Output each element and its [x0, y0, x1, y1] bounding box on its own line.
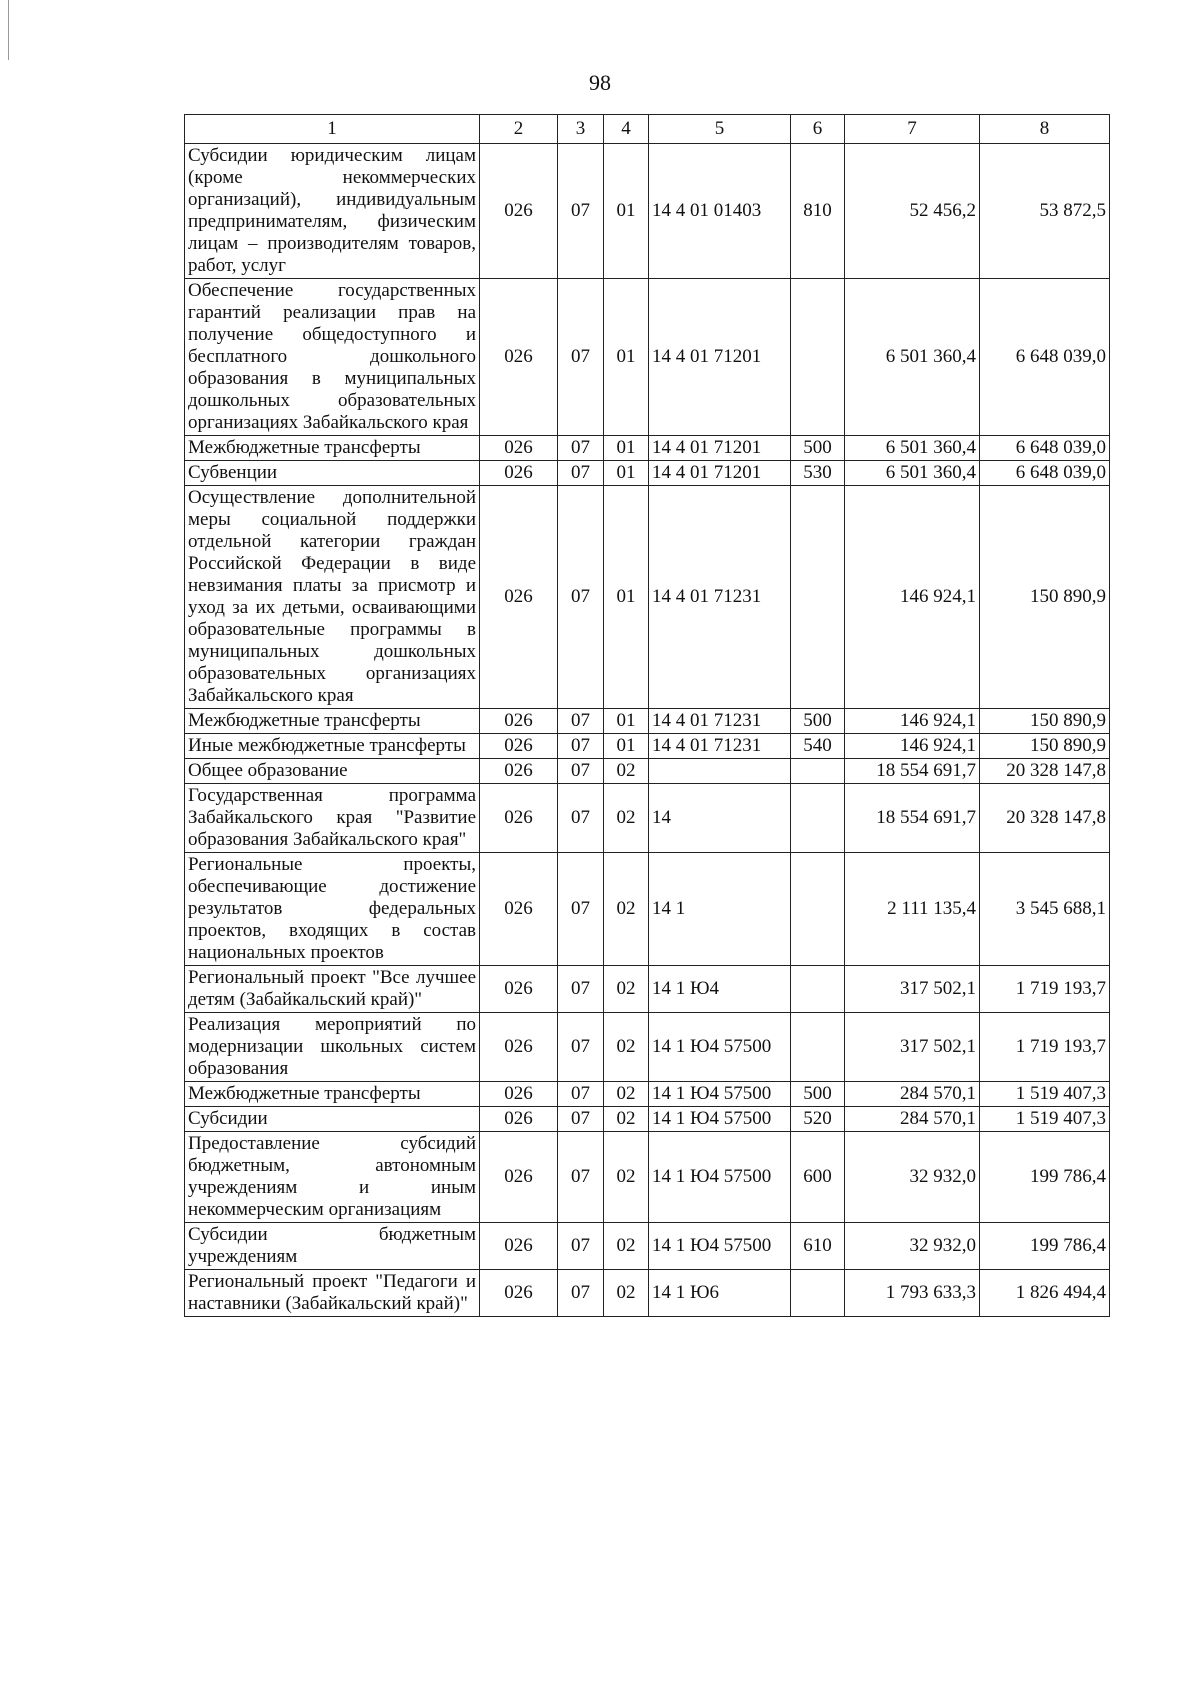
- section-code-cell: 07: [558, 1082, 604, 1107]
- section-code-cell: 07: [558, 734, 604, 759]
- amount-year2-cell: 150 890,9: [980, 709, 1110, 734]
- budget-table: [184, 114, 1110, 1317]
- ministry-code-cell: 026: [480, 1223, 558, 1270]
- amount-year1-cell: 284 570,1: [845, 1107, 980, 1132]
- amount-year1-cell: 146 924,1: [845, 486, 980, 709]
- target-article-cell: 14 4 01 71231: [649, 486, 791, 709]
- amount-year1-cell: 284 570,1: [845, 1082, 980, 1107]
- target-article-cell: 14 1 Ю4: [649, 966, 791, 1013]
- table-body: [185, 115, 1110, 1317]
- section-code-cell: 07: [558, 853, 604, 966]
- amount-year2-cell: 6 648 039,0: [980, 461, 1110, 486]
- table-row: [185, 1082, 1110, 1107]
- subsection-code-cell: 02: [604, 1013, 649, 1082]
- table-row: [185, 966, 1110, 1013]
- amount-year2-cell: 20 328 147,8: [980, 784, 1110, 853]
- item-name-cell: Иные межбюджетные трансферты: [185, 734, 480, 759]
- subsection-code-cell: 02: [604, 853, 649, 966]
- table-row: [185, 784, 1110, 853]
- section-code-cell: 07: [558, 1013, 604, 1082]
- expense-type-cell: [791, 1013, 845, 1082]
- amount-year1-cell: 32 932,0: [845, 1223, 980, 1270]
- amount-year1-cell: 2 111 135,4: [845, 853, 980, 966]
- amount-year2-cell: 150 890,9: [980, 734, 1110, 759]
- section-code-cell: 07: [558, 1107, 604, 1132]
- target-article-cell: 14: [649, 784, 791, 853]
- subsection-code-cell: 02: [604, 759, 649, 784]
- expense-type-cell: 540: [791, 734, 845, 759]
- section-code-cell: 07: [558, 279, 604, 436]
- subsection-code-cell: 01: [604, 279, 649, 436]
- target-article-cell: 14 1 Ю4 57500: [649, 1132, 791, 1223]
- amount-year1-cell: 146 924,1: [845, 709, 980, 734]
- amount-year2-cell: 20 328 147,8: [980, 759, 1110, 784]
- subsection-code-cell: 01: [604, 709, 649, 734]
- expense-type-cell: [791, 1270, 845, 1317]
- amount-year1-cell: 317 502,1: [845, 966, 980, 1013]
- subsection-code-cell: 02: [604, 966, 649, 1013]
- page-number: 98: [589, 70, 611, 95]
- expense-type-cell: [791, 279, 845, 436]
- header-cell: 6: [791, 115, 845, 144]
- target-article-cell: 14 1 Ю4 57500: [649, 1223, 791, 1270]
- amount-year1-cell: 6 501 360,4: [845, 279, 980, 436]
- table-row: [185, 734, 1110, 759]
- ministry-code-cell: 026: [480, 461, 558, 486]
- section-code-cell: 07: [558, 759, 604, 784]
- target-article-cell: 14 1 Ю4 57500: [649, 1013, 791, 1082]
- item-name-cell: Субсидии бюджетным учреждениям: [185, 1223, 480, 1270]
- section-code-cell: 07: [558, 1223, 604, 1270]
- amount-year2-cell: 199 786,4: [980, 1132, 1110, 1223]
- table-row: [185, 759, 1110, 784]
- ministry-code-cell: 026: [480, 144, 558, 279]
- table-row: [185, 1270, 1110, 1317]
- target-article-cell: [649, 759, 791, 784]
- amount-year1-cell: 146 924,1: [845, 734, 980, 759]
- amount-year1-cell: 6 501 360,4: [845, 461, 980, 486]
- item-name-cell: Обеспечение государственных гарантий реализации прав на получение общедоступного и бесплатного дошкольного образования в муниципальных дошкольных образовательных организациях Забайкальского края: [185, 279, 480, 436]
- ministry-code-cell: 026: [480, 966, 558, 1013]
- table-row: [185, 1223, 1110, 1270]
- expense-type-cell: [791, 853, 845, 966]
- ministry-code-cell: 026: [480, 436, 558, 461]
- item-name-cell: Региональные проекты, обеспечивающие достижение результатов федеральных проектов, входящих в состав национальных проектов: [185, 853, 480, 966]
- subsection-code-cell: 02: [604, 1223, 649, 1270]
- table-row: [185, 1132, 1110, 1223]
- header-cell: 4: [604, 115, 649, 144]
- table-row: [185, 709, 1110, 734]
- amount-year1-cell: 18 554 691,7: [845, 784, 980, 853]
- ministry-code-cell: 026: [480, 759, 558, 784]
- target-article-cell: 14 4 01 71231: [649, 734, 791, 759]
- item-name-cell: Государственная программа Забайкальского края "Развитие образования Забайкальского края": [185, 784, 480, 853]
- section-code-cell: 07: [558, 461, 604, 486]
- ministry-code-cell: 026: [480, 853, 558, 966]
- target-article-cell: 14 4 01 71201: [649, 279, 791, 436]
- item-name-cell: Региональный проект "Все лучшее детям (Забайкальский край)": [185, 966, 480, 1013]
- section-code-cell: 07: [558, 486, 604, 709]
- subsection-code-cell: 02: [604, 1082, 649, 1107]
- amount-year1-cell: 32 932,0: [845, 1132, 980, 1223]
- item-name-cell: Предоставление субсидий бюджетным, автономным учреждениям и иным некоммерческим организациям: [185, 1132, 480, 1223]
- subsection-code-cell: 02: [604, 1107, 649, 1132]
- subsection-code-cell: 02: [604, 1132, 649, 1223]
- target-article-cell: 14 4 01 01403: [649, 144, 791, 279]
- header-cell: 5: [649, 115, 791, 144]
- amount-year2-cell: 1 826 494,4: [980, 1270, 1110, 1317]
- item-name-cell: Межбюджетные трансферты: [185, 1082, 480, 1107]
- item-name-cell: Региональный проект "Педагоги и наставники (Забайкальский край)": [185, 1270, 480, 1317]
- ministry-code-cell: 026: [480, 1107, 558, 1132]
- section-code-cell: 07: [558, 966, 604, 1013]
- section-code-cell: 07: [558, 144, 604, 279]
- ministry-code-cell: 026: [480, 734, 558, 759]
- section-code-cell: 07: [558, 784, 604, 853]
- amount-year2-cell: 150 890,9: [980, 486, 1110, 709]
- section-code-cell: 07: [558, 709, 604, 734]
- amount-year1-cell: 18 554 691,7: [845, 759, 980, 784]
- amount-year1-cell: 6 501 360,4: [845, 436, 980, 461]
- amount-year1-cell: 317 502,1: [845, 1013, 980, 1082]
- section-code-cell: 07: [558, 1270, 604, 1317]
- expense-type-cell: 520: [791, 1107, 845, 1132]
- target-article-cell: 14 1 Ю4 57500: [649, 1082, 791, 1107]
- subsection-code-cell: 01: [604, 144, 649, 279]
- subsection-code-cell: 01: [604, 436, 649, 461]
- ministry-code-cell: 026: [480, 1082, 558, 1107]
- expense-type-cell: 500: [791, 1082, 845, 1107]
- table-row: [185, 279, 1110, 436]
- ministry-code-cell: 026: [480, 1132, 558, 1223]
- table-row: [185, 1013, 1110, 1082]
- header-cell: 3: [558, 115, 604, 144]
- expense-type-cell: 500: [791, 709, 845, 734]
- ministry-code-cell: 026: [480, 709, 558, 734]
- amount-year2-cell: 6 648 039,0: [980, 279, 1110, 436]
- table-row: [185, 436, 1110, 461]
- header-cell: 1: [185, 115, 480, 144]
- subsection-code-cell: 01: [604, 486, 649, 709]
- expense-type-cell: 810: [791, 144, 845, 279]
- amount-year2-cell: 6 648 039,0: [980, 436, 1110, 461]
- header-cell: 8: [980, 115, 1110, 144]
- target-article-cell: 14 1 Ю6: [649, 1270, 791, 1317]
- table-row: [185, 1107, 1110, 1132]
- amount-year2-cell: 1 719 193,7: [980, 966, 1110, 1013]
- ministry-code-cell: 026: [480, 486, 558, 709]
- item-name-cell: Реализация мероприятий по модернизации школьных систем образования: [185, 1013, 480, 1082]
- ministry-code-cell: 026: [480, 784, 558, 853]
- subsection-code-cell: 01: [604, 461, 649, 486]
- ministry-code-cell: 026: [480, 1270, 558, 1317]
- expense-type-cell: 610: [791, 1223, 845, 1270]
- target-article-cell: 14 4 01 71201: [649, 436, 791, 461]
- item-name-cell: Осуществление дополнительной меры социальной поддержки отдельной категории граждан Российской Федерации в виде невзимания платы за присмотр и уход за их детьми, осваивающими образовательные программы в муниципальных дошкольных образовательных организациях Забайкальского края: [185, 486, 480, 709]
- amount-year1-cell: 1 793 633,3: [845, 1270, 980, 1317]
- amount-year1-cell: 52 456,2: [845, 144, 980, 279]
- header-row: [185, 115, 1110, 144]
- ministry-code-cell: 026: [480, 1013, 558, 1082]
- expense-type-cell: [791, 486, 845, 709]
- section-code-cell: 07: [558, 436, 604, 461]
- table-row: [185, 461, 1110, 486]
- target-article-cell: 14 4 01 71201: [649, 461, 791, 486]
- item-name-cell: Субсидии: [185, 1107, 480, 1132]
- item-name-cell: Межбюджетные трансферты: [185, 436, 480, 461]
- table-row: [185, 486, 1110, 709]
- amount-year2-cell: 3 545 688,1: [980, 853, 1110, 966]
- header-cell: 7: [845, 115, 980, 144]
- expense-type-cell: [791, 784, 845, 853]
- section-code-cell: 07: [558, 1132, 604, 1223]
- expense-type-cell: [791, 966, 845, 1013]
- amount-year2-cell: 53 872,5: [980, 144, 1110, 279]
- table-row: [185, 853, 1110, 966]
- table-row: [185, 144, 1110, 279]
- target-article-cell: 14 1 Ю4 57500: [649, 1107, 791, 1132]
- item-name-cell: Межбюджетные трансферты: [185, 709, 480, 734]
- target-article-cell: 14 1: [649, 853, 791, 966]
- item-name-cell: Общее образование: [185, 759, 480, 784]
- amount-year2-cell: 1 519 407,3: [980, 1107, 1110, 1132]
- item-name-cell: Субвенции: [185, 461, 480, 486]
- amount-year2-cell: 1 519 407,3: [980, 1082, 1110, 1107]
- subsection-code-cell: 02: [604, 784, 649, 853]
- amount-year2-cell: 1 719 193,7: [980, 1013, 1110, 1082]
- expense-type-cell: 530: [791, 461, 845, 486]
- item-name-cell: Субсидии юридическим лицам (кроме некоммерческих организаций), индивидуальным предпринимателям, физическим лицам – производителям товаров, работ, услуг: [185, 144, 480, 279]
- expense-type-cell: [791, 759, 845, 784]
- subsection-code-cell: 01: [604, 734, 649, 759]
- amount-year2-cell: 199 786,4: [980, 1223, 1110, 1270]
- target-article-cell: 14 4 01 71231: [649, 709, 791, 734]
- ministry-code-cell: 026: [480, 279, 558, 436]
- subsection-code-cell: 02: [604, 1270, 649, 1317]
- expense-type-cell: 500: [791, 436, 845, 461]
- header-cell: 2: [480, 115, 558, 144]
- expense-type-cell: 600: [791, 1132, 845, 1223]
- scan-edge-mark: [8, 0, 9, 60]
